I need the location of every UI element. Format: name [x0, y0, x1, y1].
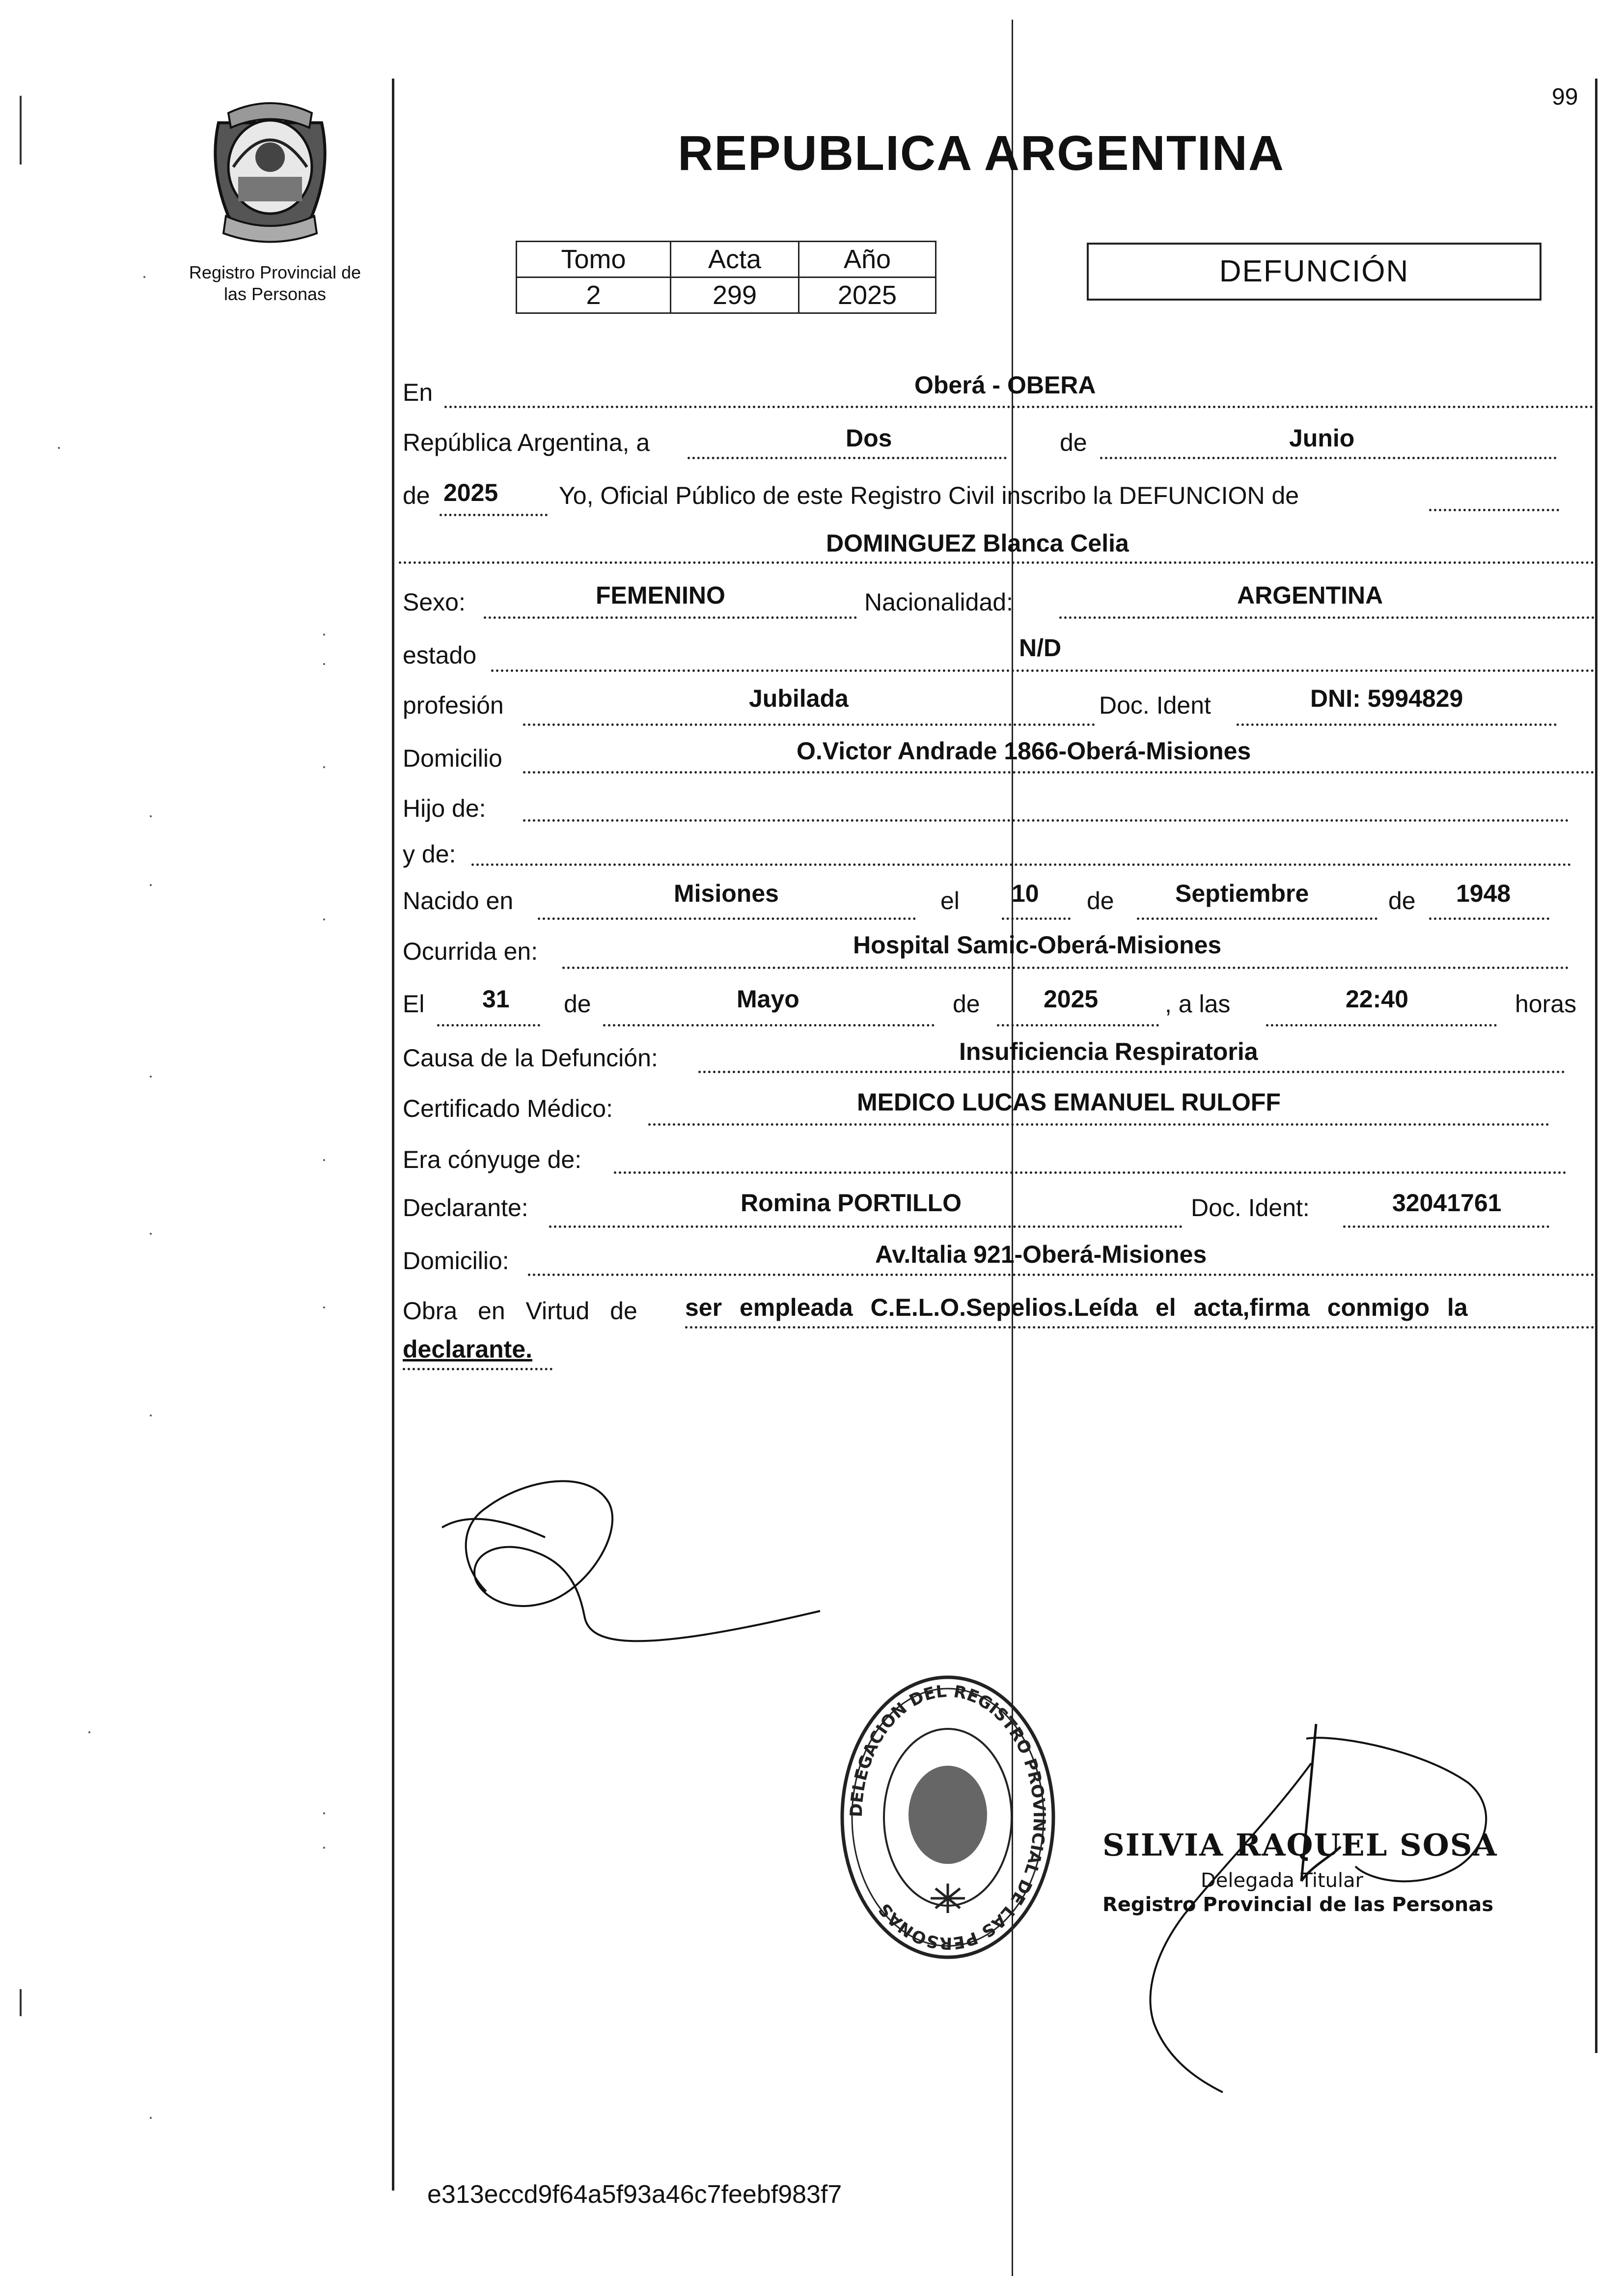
certificate-value: MEDICO LUCAS EMANUEL RULOFF	[857, 1088, 1281, 1116]
signer-name: SILVIA RAQUEL SOSA	[1102, 1827, 1498, 1863]
death-time-dots	[1266, 1024, 1497, 1027]
declarant-address-value: Av.Italia 921-Oberá-Misiones	[875, 1241, 1207, 1268]
signer-role: Delegada Titular	[1201, 1869, 1364, 1892]
signer-org: Registro Provincial de las Personas	[1102, 1893, 1494, 1916]
margin-dot	[323, 1306, 325, 1308]
death-time-value: 22:40	[1346, 985, 1408, 1013]
birth-month-value: Septiembre	[1175, 880, 1309, 907]
profession-value: Jubilada	[749, 685, 849, 712]
province-coat-of-arms	[199, 93, 341, 246]
born-in-dots	[538, 917, 916, 920]
declarant-doc-dots	[1343, 1225, 1549, 1228]
place-label: En	[403, 379, 433, 406]
address-value: O.Victor Andrade 1866-Oberá-Misiones	[797, 737, 1251, 765]
by-virtue-label: Obra en Virtud de	[403, 1297, 637, 1325]
civil-status-value: N/D	[1019, 634, 1062, 662]
registry-caption	[162, 262, 388, 305]
deceased-dots	[399, 561, 1595, 564]
child-of-label: Hijo de:	[403, 795, 486, 822]
doc-value: DNI: 5994829	[1310, 685, 1463, 712]
right-border-line	[1595, 79, 1597, 2053]
born-in-label: Nacido en	[403, 887, 514, 915]
declarant-address-dots	[528, 1274, 1595, 1276]
value-tomo: 2	[517, 278, 671, 313]
margin-dot	[88, 1731, 90, 1733]
year-dots	[440, 514, 548, 516]
record-table	[516, 241, 936, 314]
birth-de2-label: de	[1388, 887, 1416, 915]
left-border-line	[392, 79, 394, 2191]
day-value: Dos	[846, 424, 892, 452]
nationality-label: Nacionalidad:	[864, 588, 1013, 616]
year-label: de	[403, 482, 430, 509]
declarant-address-label: Domicilio:	[403, 1247, 509, 1275]
and-of-dots	[471, 863, 1571, 866]
el2-label: El	[403, 990, 425, 1018]
address-dots	[523, 771, 1595, 774]
margin-dot	[323, 1812, 325, 1814]
margin-dot	[323, 766, 325, 768]
occurred-value: Hospital Samic-Oberá-Misiones	[853, 931, 1222, 959]
spouse-dots	[614, 1171, 1567, 1174]
place-dots	[444, 406, 1594, 408]
death-month-dots	[603, 1024, 935, 1027]
cause-dots	[698, 1071, 1565, 1073]
cause-label: Causa de la Defunción:	[403, 1044, 658, 1072]
margin-dot	[323, 1847, 325, 1849]
death-year-dots	[997, 1024, 1159, 1027]
birth-month-dots	[1137, 917, 1377, 920]
record-type-box: DEFUNCIÓN	[1087, 243, 1541, 301]
signer-signature	[1125, 1719, 1498, 2102]
place-value: Oberá - OBERA	[914, 371, 1096, 399]
sex-dots	[484, 616, 857, 619]
birth-year-dots	[1429, 917, 1549, 920]
document-hash: e313eccd9f64a5f93a46c7feebf983f7	[427, 2180, 842, 2209]
record-table-value-row	[517, 278, 936, 313]
and-of-label: y de:	[403, 840, 456, 868]
birth-day-dots	[1002, 917, 1071, 920]
officer-signature	[427, 1439, 830, 1670]
cause-value: Insuficiencia Respiratoria	[959, 1038, 1258, 1065]
registry-caption-line1: Registro Provincial de	[189, 262, 361, 282]
margin-dot	[323, 663, 325, 665]
margin-mark	[20, 96, 22, 165]
statement-dots	[1429, 509, 1559, 511]
certificate-label: Certificado Médico:	[403, 1095, 613, 1122]
child-of-dots	[523, 819, 1569, 822]
margin-dot	[323, 634, 325, 636]
by-virtue-dots	[685, 1326, 1595, 1329]
page-title: REPUBLICA ARGENTINA	[678, 126, 1285, 181]
death-de1-label: de	[564, 990, 591, 1018]
record-table-header-row	[517, 242, 936, 278]
header-tomo: Tomo	[517, 242, 671, 278]
margin-dot	[143, 276, 145, 278]
official-stamp	[837, 1672, 1058, 1962]
birth-de1-label: de	[1087, 887, 1114, 915]
address-label: Domicilio	[403, 745, 502, 772]
year-value: 2025	[443, 479, 498, 506]
declarant-doc-label: Doc. Ident:	[1191, 1194, 1310, 1221]
stamp-text: DELEGACION DEL REGISTRO PROVINCIAL DE LAS PERSONAS	[846, 1681, 1049, 1953]
by-virtue-cont: declarante.	[403, 1335, 533, 1363]
page-number: 99	[1552, 84, 1578, 110]
margin-dot	[150, 1233, 152, 1235]
profession-dots	[523, 723, 1095, 726]
doc-dots	[1237, 723, 1557, 726]
day-dots	[688, 457, 1007, 459]
spouse-label: Era cónyuge de:	[403, 1146, 582, 1173]
declarant-doc-value: 32041761	[1392, 1189, 1502, 1217]
death-year-value: 2025	[1044, 985, 1099, 1013]
born-in-value: Misiones	[674, 880, 779, 907]
death-day-value: 31	[482, 985, 510, 1013]
date-label: República Argentina, a	[403, 429, 650, 456]
nationality-value: ARGENTINA	[1237, 582, 1383, 609]
header-acta: Acta	[671, 242, 799, 278]
deceased-name: DOMINGUEZ Blanca Celia	[826, 529, 1129, 557]
death-de2-label: de	[953, 990, 980, 1018]
by-virtue-cont-dots	[403, 1368, 552, 1370]
month-dots	[1100, 457, 1557, 459]
birth-year-value: 1948	[1456, 880, 1511, 907]
margin-dot	[323, 1159, 325, 1161]
de-label: de	[1060, 429, 1087, 456]
value-ano: 2025	[799, 278, 936, 313]
certificate-dots	[648, 1123, 1549, 1126]
civil-status-dots	[491, 669, 1595, 672]
margin-dot	[150, 815, 152, 817]
declarant-value: Romina PORTILLO	[741, 1189, 962, 1217]
occurred-label: Ocurrida en:	[403, 938, 538, 965]
death-day-dots	[437, 1024, 540, 1027]
margin-dot	[58, 447, 60, 449]
doc-label: Doc. Ident	[1099, 692, 1211, 719]
death-month-value: Mayo	[737, 985, 799, 1013]
declarant-dots	[549, 1225, 1183, 1228]
el-label: el	[940, 887, 960, 915]
declarant-label: Declarante:	[403, 1194, 528, 1221]
margin-dot	[323, 918, 325, 920]
margin-mark	[20, 1989, 22, 2016]
sex-value: FEMENINO	[596, 582, 725, 609]
margin-dot	[150, 1076, 152, 1078]
civil-status-label: estado	[403, 641, 477, 669]
occurred-dots	[562, 967, 1569, 969]
registry-caption-line2: las Personas	[223, 284, 327, 304]
profession-label: profesión	[403, 692, 504, 719]
sex-label: Sexo:	[403, 588, 466, 616]
time-label: , a las	[1165, 990, 1231, 1018]
birth-day-value: 10	[1012, 880, 1039, 907]
by-virtue-value: ser empleada C.E.L.O.Sepelios.Leída el acta,firma conmigo la	[685, 1294, 1468, 1321]
margin-dot	[150, 884, 152, 886]
margin-dot	[150, 2117, 152, 2119]
value-acta: 299	[671, 278, 799, 313]
nationality-dots	[1059, 616, 1595, 619]
hours-label: horas	[1515, 990, 1577, 1018]
month-value: Junio	[1289, 424, 1355, 452]
statement-text: Yo, Oficial Público de este Registro Civil inscribo la DEFUNCION de	[559, 482, 1299, 509]
header-ano: Año	[799, 242, 936, 278]
margin-dot	[150, 1415, 152, 1416]
